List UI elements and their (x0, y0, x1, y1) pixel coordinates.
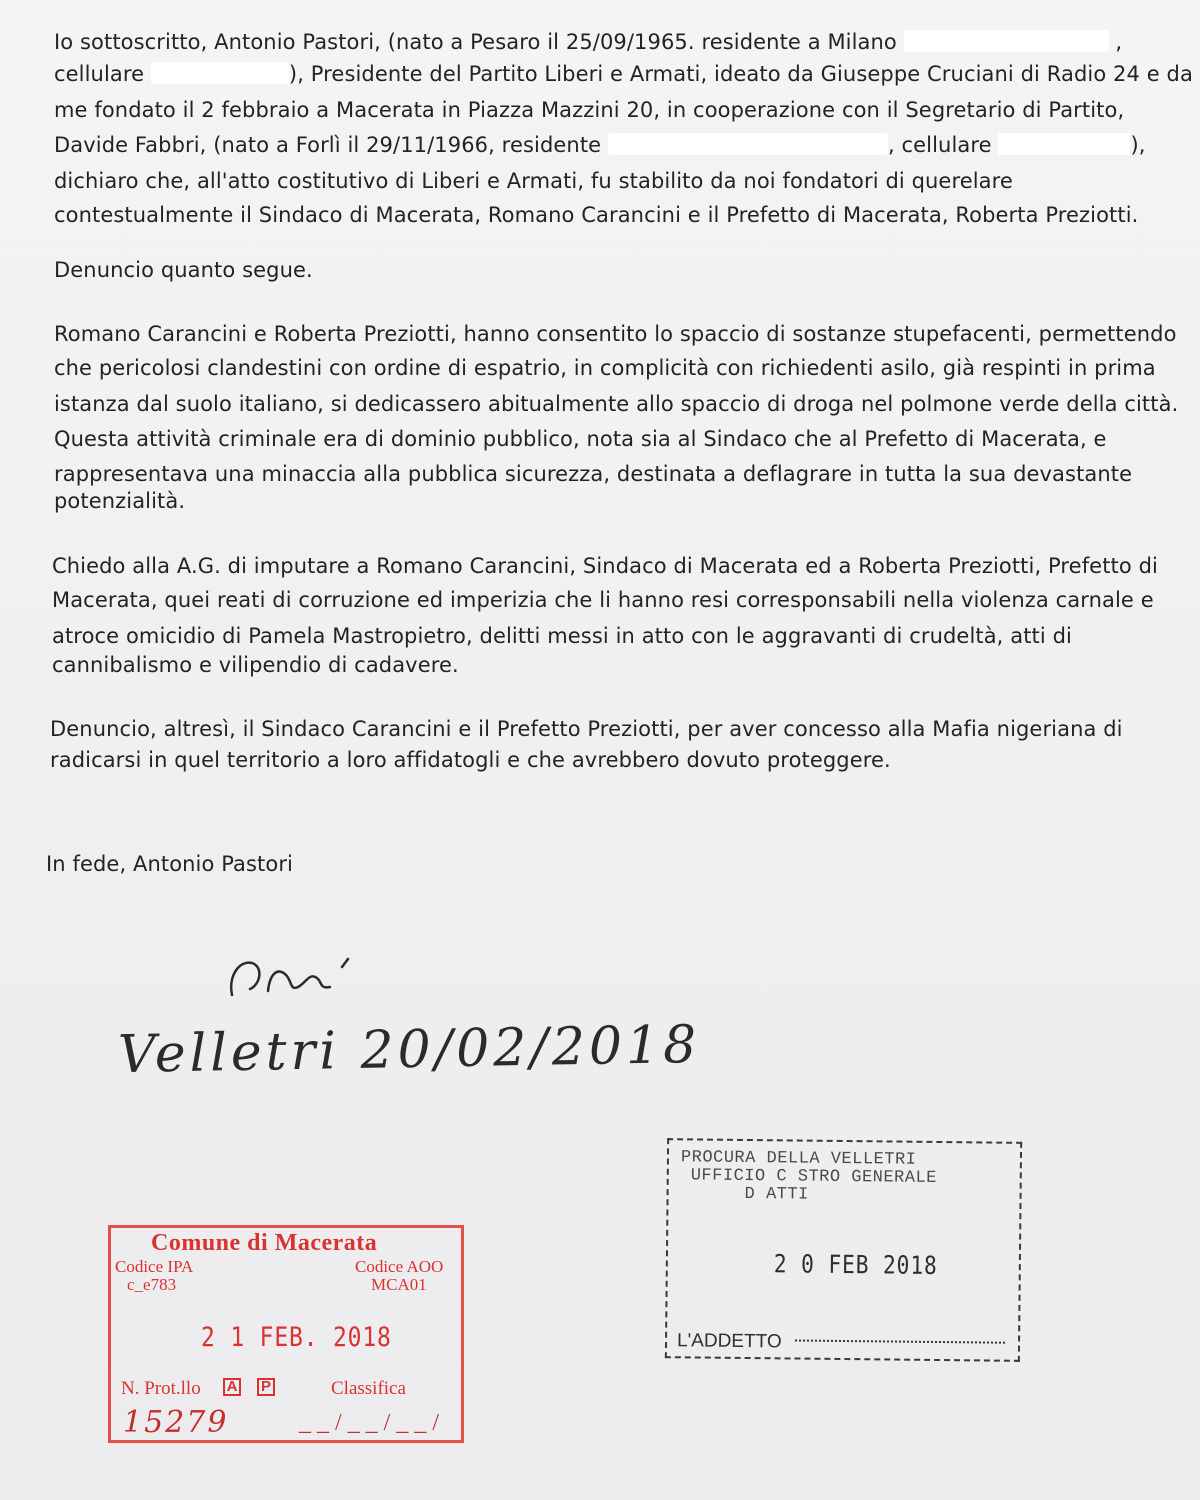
intro-line-2: ), Presidente del Partito Liberi e Armati, ideato da Giuseppe Cruciani di Radio 24 e da (288, 62, 1193, 86)
handwritten-signature (220, 945, 380, 1015)
closing-signature-line: In fede, Antonio Pastori (46, 852, 293, 876)
protocol-number: 15279 (123, 1405, 229, 1440)
classifica-label: Classifica (331, 1378, 406, 1399)
comune-macerata-stamp (108, 1225, 464, 1443)
procura-velletri-stamp (665, 1138, 1022, 1362)
para4-line-2: radicarsi in quel territorio a loro affidatogli e che avrebbero dovuto proteggere. (50, 748, 891, 772)
codice-ipa-value: c_e783 (127, 1275, 177, 1294)
intro-close-paren: ), (1130, 133, 1146, 157)
comma: , (1115, 30, 1123, 54)
intro-line-3: me fondato il 2 febbraio a Macerata in Piazza Mazzini 20, in cooperazione con il Segretario di Partito, (54, 98, 1125, 122)
para2-line-6: potenzialità. (54, 489, 186, 513)
para3-line-2: Macerata, quei reati di corruzione ed imperizia che li hanno resi corresponsabili nella violenza carnale e (52, 588, 1154, 612)
stamp-date-procura: 2 0 FEB 2018 (773, 1249, 938, 1280)
redacted-phone (151, 62, 289, 84)
codice-ipa-label: Codice IPA (115, 1257, 194, 1276)
stamp-title: Comune di Macerata (151, 1230, 378, 1256)
stamp-line-1: PROCURA DELLA VELLETRI (680, 1148, 917, 1170)
addetto-signature-line (795, 1339, 1005, 1343)
protocol-type-p-box: P (257, 1378, 275, 1396)
para3-line-4: cannibalismo e vilipendio di cadavere. (52, 653, 459, 677)
redacted-residence (608, 133, 888, 155)
intro-line-6: dichiaro che, all'atto costitutivo di Liberi e Armati, fu stabilito da noi fondatori di querelare (54, 169, 1013, 193)
para4-line-1: Denuncio, altresì, il Sindaco Carancini e il Prefetto Preziotti, per aver concesso alla Mafia nigeriana di (50, 717, 1123, 741)
intro-cellulare-2: , cellulare (887, 133, 992, 157)
denuncio-heading: Denuncio quanto segue. (54, 258, 313, 282)
intro-line-1: Io sottoscritto, Antonio Pastori, (nato a Pesaro il 25/09/1965. residente a Milano (54, 30, 897, 54)
intro-line-4: Davide Fabbri, (nato a Forlì il 29/11/1966, residente (54, 133, 602, 157)
codice-aoo-value: MCA01 (371, 1275, 427, 1294)
intro-cellulare-label: cellulare (54, 62, 145, 86)
redacted-address (904, 30, 1109, 52)
para2-line-3: istanza dal suolo italiano, si dedicassero abitualmente allo spaccio di droga nel polmone verde della città. (54, 392, 1179, 416)
protocol-type-a-box: A (223, 1378, 241, 1396)
nprot-label: N. Prot.llo (121, 1378, 201, 1399)
handwritten-place-date: Velletri 20/02/2018 (117, 1014, 701, 1086)
para2-line-5: rappresentava una minaccia alla pubblica sicurezza, destinata a deflagrare in tutta la sua devastante (54, 462, 1133, 486)
redacted-phone-2 (998, 133, 1130, 155)
para3-line-3: atroce omicidio di Pamela Mastropietro, delitti messi in atto con le aggravanti di crudeltà, atti di (52, 624, 1072, 648)
stamp-line-3: D ATTI (744, 1184, 809, 1205)
addetto-label: L'ADDETTO (676, 1330, 782, 1353)
para2-line-1: Romano Carancini e Roberta Preziotti, hanno consentito lo spaccio di sostanze stupefacenti, permettendo (54, 322, 1177, 346)
codice-aoo-label: Codice AOO (355, 1257, 444, 1276)
classifica-blanks: __/__/__/ (299, 1410, 446, 1436)
stamp-date: 2 1 FEB. 2018 (201, 1322, 392, 1353)
para3-line-1: Chiedo alla A.G. di imputare a Romano Carancini, Sindaco di Macerata ed a Roberta Preziotti, Prefetto di (52, 554, 1158, 578)
para2-line-4: Questa attività criminale era di dominio pubblico, nota sia al Sindaco che al Prefetto di Macerata, e (54, 427, 1107, 451)
stamp-line-2: UFFICIO C STRO GENERALE (690, 1166, 937, 1188)
intro-line-7: contestualmente il Sindaco di Macerata, Romano Carancini e il Prefetto di Macerata, Roberta Preziotti. (54, 203, 1139, 227)
para2-line-2: che pericolosi clandestini con ordine di espatrio, in complicità con richiedenti asilo, già respinti in prima (54, 356, 1156, 380)
